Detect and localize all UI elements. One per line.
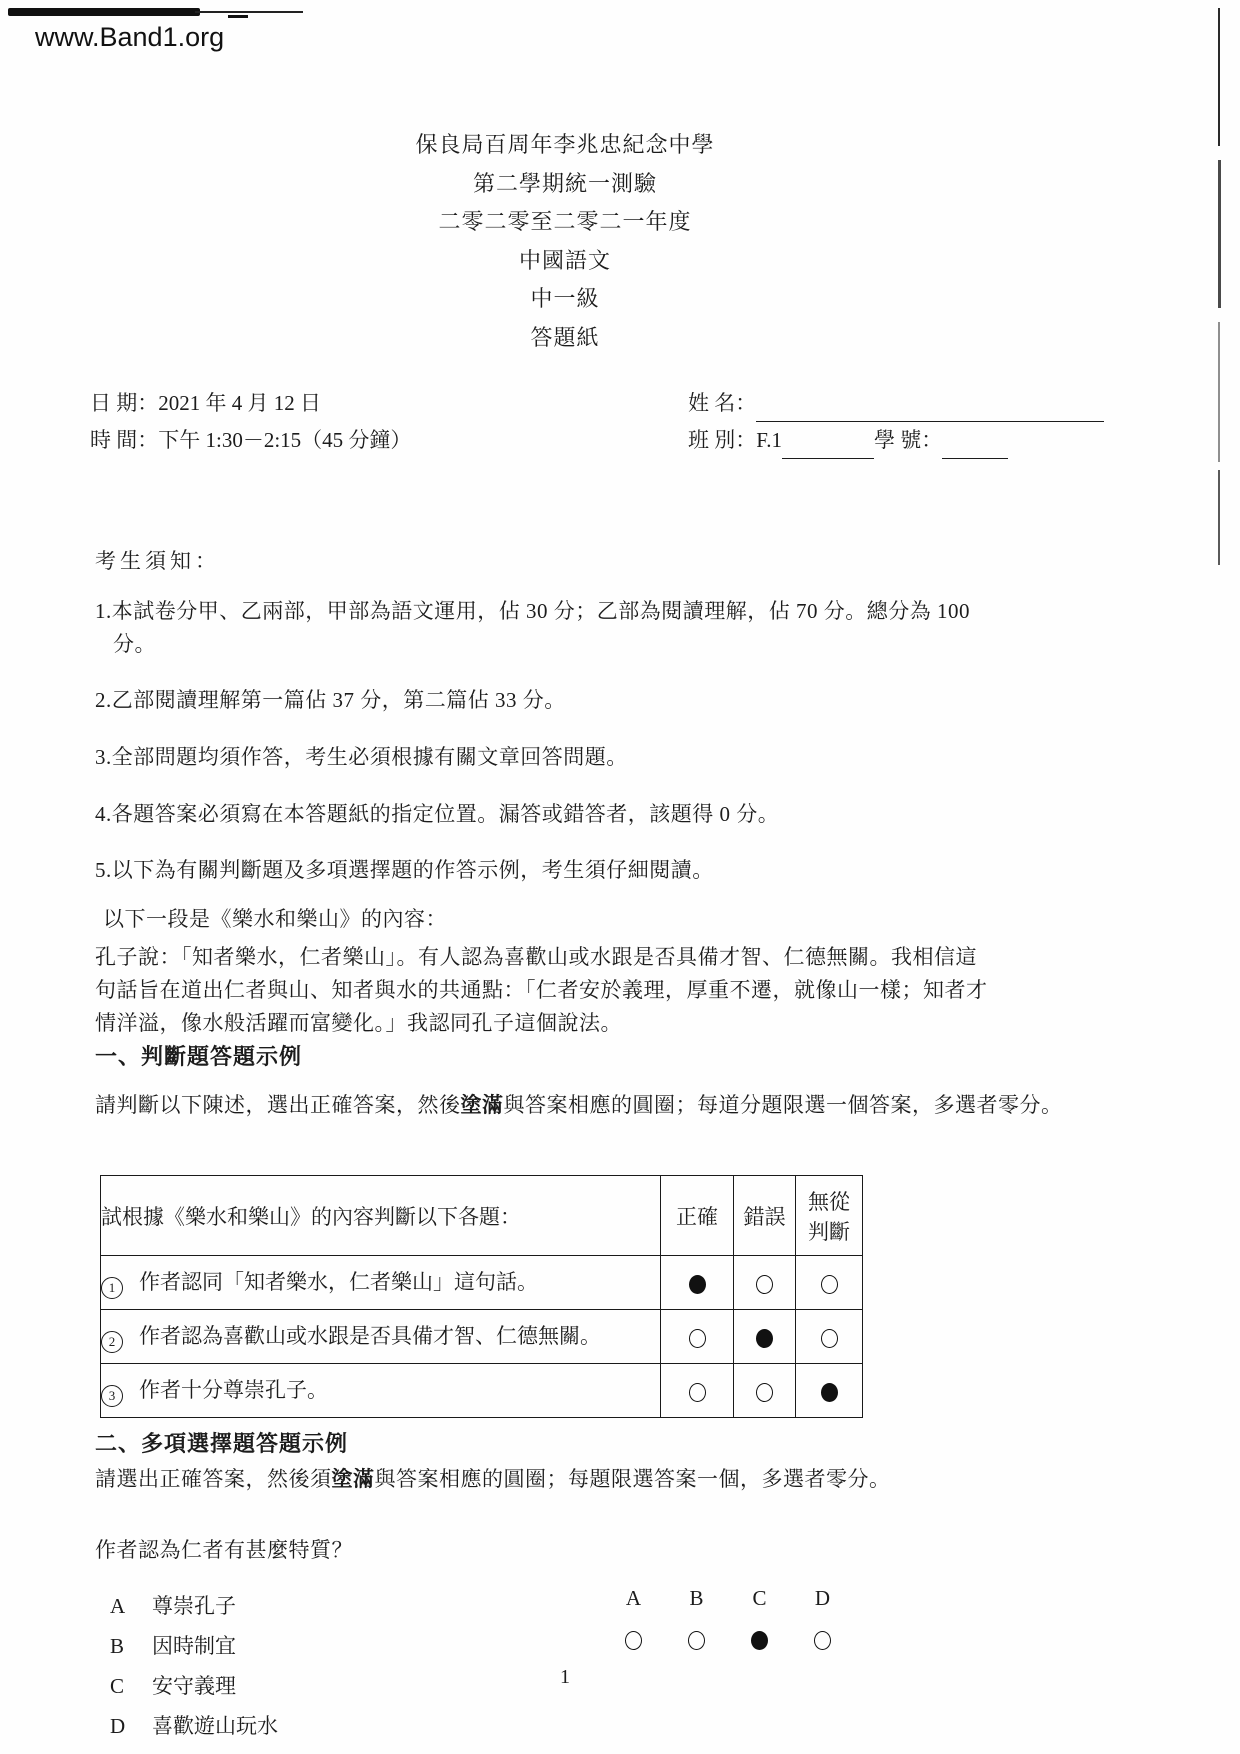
notice-title: 考生須知：: [95, 549, 220, 573]
name-line: [688, 385, 1104, 422]
notice-item-4: 4.各題答案必須寫在本答題紙的指定位置。漏答或錯答者，該題得 0 分。: [95, 802, 780, 826]
school-year: 二零二零至二零二一年度: [438, 209, 692, 234]
statement-text: 作者認同「知者樂水，仁者樂山」這句話。: [139, 1270, 538, 1294]
section2-instruction: [95, 1463, 1147, 1493]
table-row: [101, 1256, 863, 1310]
passage-line: 情洋溢，像水般活躍而富變化。」我認同孔子這個說法。: [95, 1011, 622, 1035]
answer-bubble: [688, 1631, 705, 1650]
option-text: 因時制宜: [152, 1634, 236, 1658]
answer-cell: [661, 1310, 734, 1364]
answer-bubble: [625, 1631, 642, 1650]
page-number: 1: [560, 1666, 570, 1688]
section1-instruction: [95, 1088, 1147, 1122]
answer-cell: [791, 1626, 854, 1651]
date-line: [90, 385, 411, 422]
scan-artifact-edge-line: [1218, 160, 1221, 308]
notice-item-3: 3.全部問題均須作答，考生必須根據有關文章回答問題。: [95, 745, 628, 769]
answer-bubble: [689, 1329, 706, 1348]
answer-bubble: [751, 1631, 768, 1650]
answer-cell: [734, 1310, 796, 1364]
mc-option: [110, 1626, 278, 1666]
option-text: 尊崇孔子: [152, 1594, 236, 1618]
scan-artifact-line: [195, 11, 303, 13]
answer-cell: [734, 1256, 796, 1310]
name-label: 姓 名：: [688, 391, 757, 415]
mc-question: 作者認為仁者有甚麼特質？: [95, 1538, 353, 1562]
passage-line: 句話旨在道出仁者與山、知者與水的共通點：「仁者安於義理，厚重不遷，就像山一樣；知者才: [95, 978, 988, 1002]
table-row: [101, 1364, 863, 1418]
student-no-blank-field: [942, 438, 1008, 459]
scan-artifact-edge-line: [1218, 322, 1220, 462]
answer-letter: D: [814, 1586, 831, 1610]
exam-header: [0, 126, 1130, 357]
answer-cell: [602, 1626, 665, 1651]
table-header-statement: 試根據《樂水和樂山》的內容判斷以下各題：: [101, 1176, 661, 1256]
answer-cell: [734, 1364, 796, 1418]
answer-bubble: [756, 1329, 773, 1348]
scan-artifact-edge-line: [1218, 470, 1220, 565]
answer-letter: A: [625, 1586, 642, 1610]
circled-number: 2: [101, 1331, 123, 1353]
option-text: 喜歡遊山玩水: [152, 1714, 278, 1738]
answer-cell: [661, 1364, 734, 1418]
answer-cell: [665, 1626, 728, 1651]
answer-letter: C: [752, 1586, 767, 1610]
option-letter: B: [110, 1634, 125, 1658]
answer-cell: [728, 1626, 791, 1651]
answer-bubble: [814, 1631, 831, 1650]
answer-bubble: [756, 1275, 773, 1294]
table-header-row: [101, 1176, 863, 1256]
table-header-cannot-judge: [796, 1176, 863, 1256]
answer-cell: [661, 1256, 734, 1310]
date-time-block: [90, 385, 411, 459]
passage-line: 孔子說：「知者樂水，仁者樂山」。有人認為喜歡山或水跟是否具備才智、仁德無關。我相信這: [95, 945, 977, 969]
instruction-bold-text: 塗滿: [331, 1467, 375, 1491]
section1-title: 一、判斷題答題示例: [95, 1044, 303, 1069]
student-no-label: 學 號：: [874, 428, 943, 452]
mc-option: [110, 1586, 278, 1626]
mc-answer-letters-row: [602, 1586, 854, 1611]
time-label: 時 間：: [90, 428, 159, 452]
option-text: 安守義理: [152, 1674, 236, 1698]
table-header-correct: 正確: [661, 1176, 734, 1256]
notice-item-1: 1.本試卷分甲、乙兩部，甲部為語文運用，佔 30 分；乙部為閱讀理解，佔 70 分。總分為 100: [95, 599, 970, 623]
exam-name: 第二學期統一測驗: [472, 170, 657, 196]
passage-text: [95, 941, 1153, 1040]
time-value: 下午 1:30－2:15（45 分鐘）: [158, 428, 412, 452]
instruction-bold-text: 塗滿: [460, 1093, 504, 1117]
statement-text: 作者認為喜歡山或水跟是否具備才智、仁德無關。: [139, 1324, 601, 1348]
date-label: 日 期：: [90, 391, 159, 415]
instruction-text: 與答案相應的圓圈；每題限選答案一個，多選者零分。: [374, 1467, 891, 1491]
statement-cell: [101, 1364, 661, 1418]
class-value: F.1: [756, 428, 782, 452]
table-row: [101, 1310, 863, 1364]
answer-bubble: [756, 1383, 773, 1402]
option-letter: A: [110, 1594, 126, 1618]
passage-intro: 以下一段是《樂水和樂山》的內容：: [103, 907, 447, 931]
answer-cell: [796, 1310, 863, 1364]
statement-cell: [101, 1256, 661, 1310]
answer-cell: [796, 1256, 863, 1310]
answer-bubble: [821, 1275, 838, 1294]
instruction-text: 請判斷以下陳述，選出正確答案，然後: [95, 1093, 461, 1117]
class-line: [688, 422, 1104, 459]
statement-text: 作者十分尊崇孔子。: [139, 1378, 328, 1402]
scan-artifact-line: [228, 15, 248, 18]
notice-item-5: 5.以下為有關判斷題及多項選擇題的作答示例，考生須仔細閱讀。: [95, 858, 714, 882]
class-label: 班 別：: [688, 428, 757, 452]
school-name: 保良局百周年李兆忠紀念中學: [415, 132, 715, 157]
time-line: [90, 422, 411, 459]
answer-bubble: [689, 1275, 706, 1294]
notice-item-1-cont: 分。: [113, 632, 156, 656]
notice-item-2: 2.乙部閱讀理解第一篇佔 37 分，第二篇佔 33 分。: [95, 688, 566, 712]
sheet-type: 答題紙: [530, 324, 600, 350]
answer-bubble: [689, 1383, 706, 1402]
answer-bubble: [821, 1383, 838, 1402]
instruction-text: 請選出正確答案，然後須: [95, 1467, 332, 1491]
table-header-cannot-judge-line: 判斷: [808, 1219, 850, 1244]
mc-answer-bubbles-row: [602, 1626, 854, 1651]
table-header-wrong: 錯誤: [734, 1176, 796, 1256]
watermark-url: www.Band1.org: [35, 22, 225, 52]
mc-option: [110, 1706, 278, 1746]
option-letter: D: [110, 1714, 126, 1738]
answer-letter: B: [689, 1586, 704, 1610]
name-blank-field: [756, 401, 1104, 422]
judgment-table: [100, 1175, 863, 1418]
circled-number: 1: [101, 1277, 123, 1299]
answer-cell: [796, 1364, 863, 1418]
table-header-cannot-judge-line: 無從: [808, 1189, 850, 1214]
date-value: 2021 年 4 月 12 日: [158, 391, 321, 415]
scan-artifact-edge-line: [1218, 8, 1220, 146]
circled-number: 3: [101, 1385, 123, 1407]
student-info-block: [688, 385, 1104, 459]
scan-artifact-line: [8, 8, 200, 16]
form-level: 中一級: [530, 286, 600, 311]
instruction-text: 與答案相應的圓圈；每道分題限選一個答案，多選者零分。: [503, 1093, 1063, 1117]
class-blank-field: [782, 438, 874, 459]
statement-cell: [101, 1310, 661, 1364]
option-letter: C: [110, 1674, 125, 1698]
answer-bubble: [821, 1329, 838, 1348]
subject-name: 中國語文: [518, 247, 611, 273]
section2-title: 二、多項選擇題答題示例: [95, 1431, 349, 1456]
